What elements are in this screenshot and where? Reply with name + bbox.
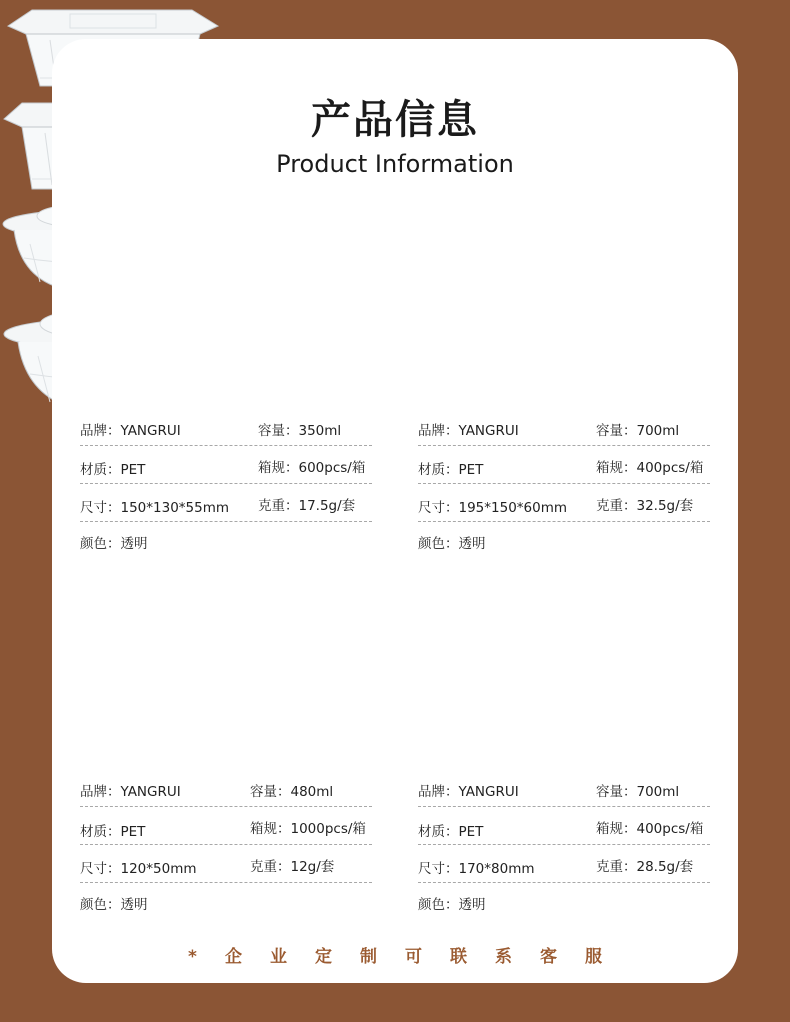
spec-brand: 品牌：YANGRUI [418, 784, 519, 800]
footer-char: 联 [449, 947, 467, 967]
spec-case: 箱规：400pcs/箱 [596, 460, 704, 476]
page-title: 产品信息 [311, 97, 479, 143]
spec-size: 尺寸：150*130*55mm [80, 500, 230, 516]
spec-color: 颜色：透明 [80, 536, 148, 552]
footer-char: 可 [404, 947, 422, 967]
spec-material: 材质：PET [418, 824, 484, 840]
footer-char: 制 [359, 947, 377, 967]
spec-size: 尺寸：170*80mm [418, 861, 535, 877]
footer-char: 服 [584, 947, 602, 967]
divider [80, 806, 372, 807]
spec-color: 颜色：透明 [418, 897, 486, 913]
divider [418, 483, 710, 484]
divider [80, 521, 372, 522]
divider [418, 521, 710, 522]
spec-material: 材质：PET [418, 462, 484, 478]
divider [80, 483, 372, 484]
spec-capacity: 容量：700ml [596, 784, 680, 800]
spec-weight: 克重：28.5g/套 [596, 859, 694, 875]
spec-color: 颜色：透明 [80, 897, 148, 913]
spec-brand: 品牌：YANGRUI [80, 784, 181, 800]
spec-brand: 品牌：YANGRUI [418, 423, 519, 439]
spec-weight: 克重：12g/套 [250, 859, 335, 875]
spec-weight: 克重：17.5g/套 [258, 498, 356, 514]
spec-case: 箱规：600pcs/箱 [258, 460, 366, 476]
spec-size: 尺寸：195*150*60mm [418, 500, 568, 516]
spec-material: 材质：PET [80, 462, 146, 478]
spec-color: 颜色：透明 [418, 536, 486, 552]
footer-char: 系 [494, 947, 512, 967]
divider [418, 844, 710, 845]
divider [418, 882, 710, 883]
custom-service-banner [0, 942, 790, 967]
spec-brand: 品牌：YANGRUI [80, 423, 181, 439]
spec-size: 尺寸：120*50mm [80, 861, 197, 877]
page-subtitle: Product Information [276, 150, 514, 178]
divider [418, 445, 710, 446]
spec-case: 箱规：1000pcs/箱 [250, 821, 366, 837]
divider [80, 882, 372, 883]
spec-case: 箱规：400pcs/箱 [596, 821, 704, 837]
footer-char: 定 [314, 947, 332, 967]
divider [418, 806, 710, 807]
spec-material: 材质：PET [80, 824, 146, 840]
spec-capacity: 容量：480ml [250, 784, 334, 800]
footer-char: 客 [539, 947, 557, 967]
footer-char: * [188, 947, 197, 967]
spec-capacity: 容量：350ml [258, 423, 342, 439]
footer-char: 业 [269, 947, 287, 967]
divider [80, 844, 372, 845]
divider [80, 445, 372, 446]
spec-capacity: 容量：700ml [596, 423, 680, 439]
spec-weight: 克重：32.5g/套 [596, 498, 694, 514]
footer-char: 企 [224, 947, 242, 967]
